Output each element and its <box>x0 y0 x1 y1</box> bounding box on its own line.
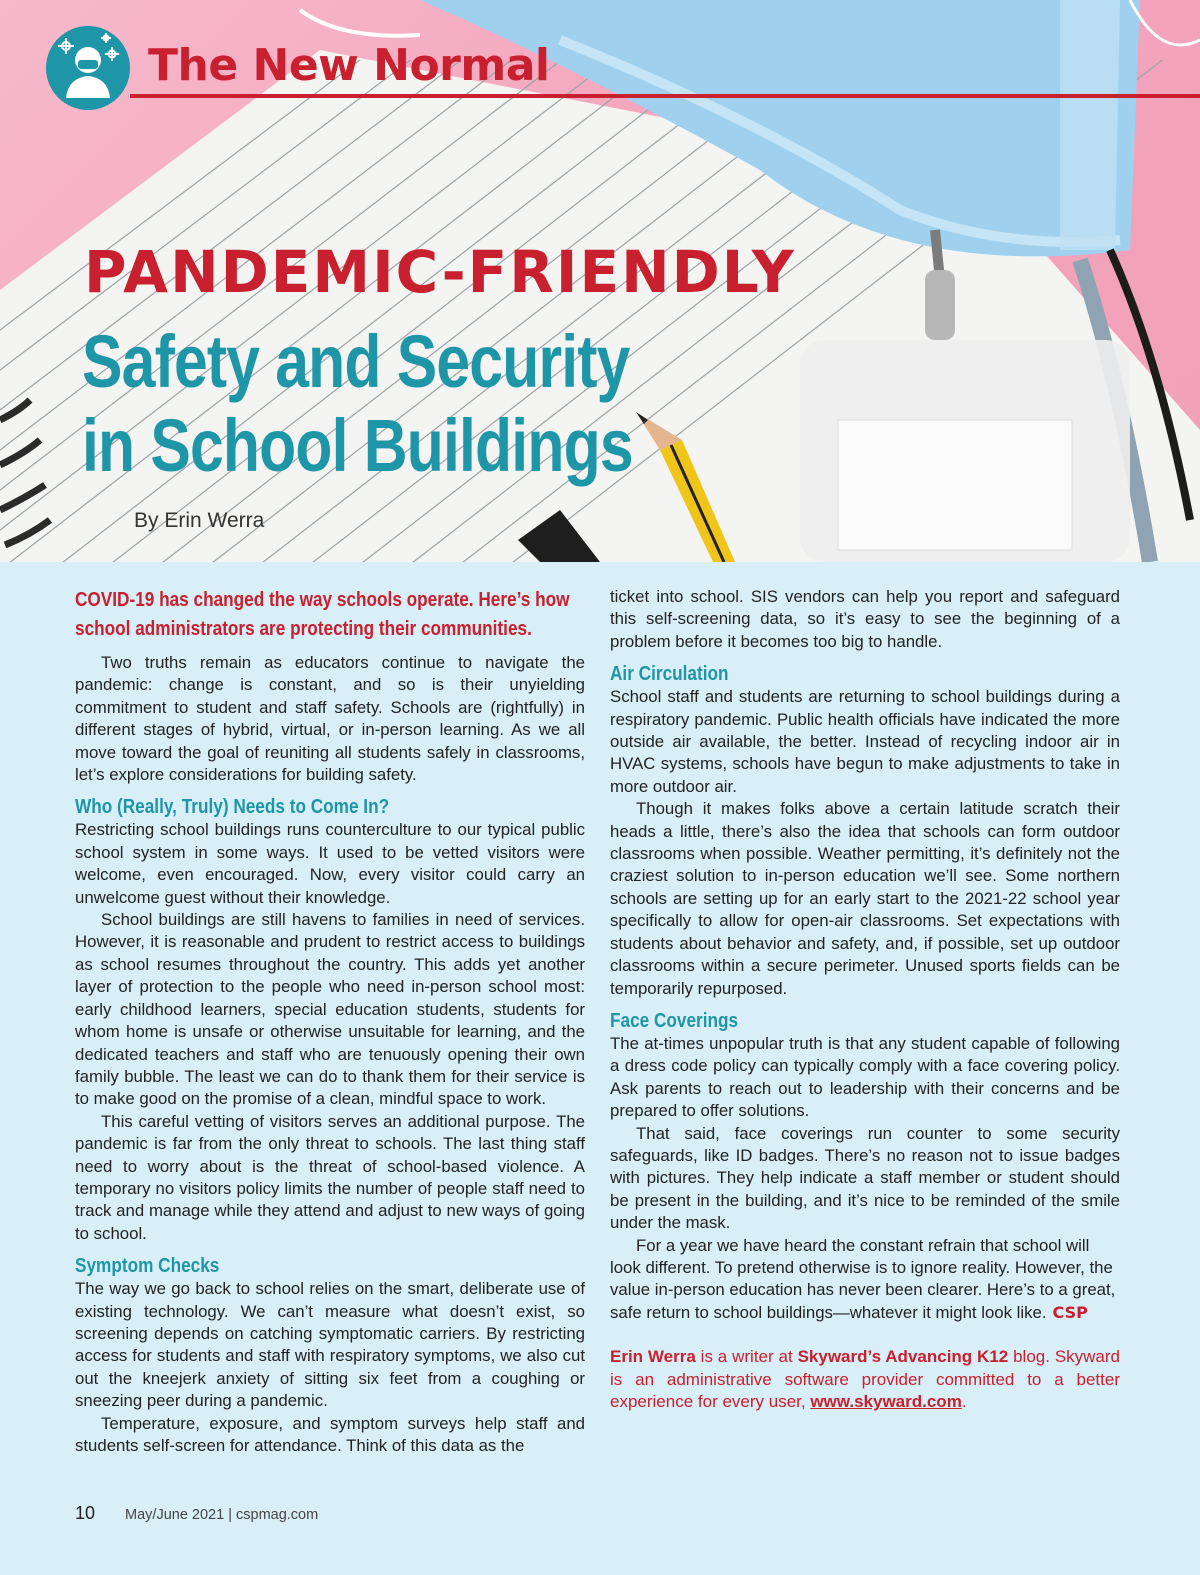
subhead-air-circulation: Air Circulation <box>610 663 729 686</box>
paragraph-final <box>610 1235 1120 1325</box>
article-column-right <box>610 586 1120 1413</box>
paragraph: School buildings are still havens to families in need of services. However, it is reasonable and prudent to restrict access to buildings as school resumes throughout the country. This adds yet another layer of protection to the people who need in-person school most: early childhood learners, special education students, students for whom home is unsafe or otherwise unsuitable for learning, and the dedicated teachers and staff who are tenuously opening their own family bubble. The least we can do to thank them for their service is to make good on the promise of a clean, mindful space to work. <box>75 910 585 1109</box>
headline-kicker: PANDEMIC-FRIENDLY <box>84 238 796 306</box>
author-name: Erin Werra <box>610 1347 696 1367</box>
issue-info: May/June 2021 | cspmag.com <box>125 1507 319 1523</box>
bio-text: . <box>961 1392 967 1411</box>
skyward-link[interactable]: www.skyward.com <box>810 1392 962 1411</box>
subhead-face-coverings: Face Coverings <box>610 1009 739 1032</box>
subhead-who-needs-to-come-in: Who (Really, Truly) Needs to Come In? <box>75 796 390 819</box>
section-rule <box>130 94 1200 98</box>
masked-person-virus-icon <box>46 26 130 110</box>
article-column-left <box>75 586 585 1457</box>
blog-name: Skyward’s Advancing K12 <box>797 1347 1009 1367</box>
intro-deck: COVID-19 has changed the way schools operate. Here’s how school administrators are protecting their communities. <box>75 589 570 640</box>
section-title: The New Normal <box>148 40 550 91</box>
author-bio <box>610 1346 1120 1413</box>
paragraph: That said, face coverings run counter to some security safeguards, like ID badges. There’s no reason not to issue badges with pictures. They help indicate a staff member or student should be present in the building, and it’s nice to be reminded of the smile under the mask. <box>610 1123 1120 1233</box>
headline <box>82 320 633 488</box>
paragraph: Though it makes folks above a certain latitude scratch their heads a little, there’s also the idea that schools can form outdoor classrooms when possible. Weather permitting, it’s definitely not the craziest solution to in-person education we’ll see. Some northern schools are setting up for an early start to the 2021-22 school year specifically to allow for open-air classrooms. Set expectations with students about behavior and safety, and, if possible, set up outdoor classrooms within a secure perimeter. Unused sports fields can be temporarily repurposed. <box>610 799 1120 998</box>
paragraph: Temperature, exposure, and symptom surveys help staff and students self-screen for attendance. Think of this data as the <box>75 1413 585 1455</box>
end-mark: CSP <box>1052 1302 1088 1322</box>
paragraph: Two truths remain as educators continue to navigate the pandemic: change is constant, and so is their unyielding commitment to student and staff safety. Schools are (rightfully) in different stages of hybrid, virtual, or in-person learning. As we all move toward the goal of reuniting all students safely in classrooms, let’s explore considerations for building safety. <box>75 653 585 785</box>
subhead-symptom-checks: Symptom Checks <box>75 1255 220 1278</box>
section-header <box>46 26 1200 110</box>
paragraph: The way we go back to school relies on the smart, deliberate use of existing technology. We can’t measure what doesn’t exist, so screening depends on catching symptomatic carriers. By restricting access for students and staff with respiratory symptoms, we also cut out the kneejerk anxiety of sitting six feet from a coughing or sneezing peer during a pandemic. <box>75 1279 585 1411</box>
paragraph-text: For a year we have heard the constant refrain that school will look different. To pretend otherwise is to ignore reality. However, the value in-person education has never been clearer. Here’s to a great, safe return to school buildings—whatever it might look like. <box>610 1235 1116 1322</box>
bio-text: is a writer at <box>695 1347 798 1367</box>
paragraph: The at-times unpopular truth is that any student capable of following a dress code policy can typically comply with a face covering policy. Ask parents to reach out to leadership with their concerns and be prepared to offer solutions. <box>610 1033 1120 1121</box>
paragraph: This careful vetting of visitors serves an additional purpose. The pandemic is far from the only threat to schools. The last thing staff need to worry about is the threat of school-based violence. A temporary no visitors policy limits the number of people staff need to track and manage while they attend and adjust to new ways of going to school. <box>75 1111 585 1243</box>
headline-line-1: Safety and Security <box>82 320 630 403</box>
hero-image <box>0 0 1200 562</box>
page-number: 10 <box>75 1503 96 1523</box>
headline-line-2: in School Buildings <box>82 404 633 487</box>
paragraph: School staff and students are returning to school buildings during a respiratory pandemic. Public health officials have indicated the more outside air available, the better. Instead of recycling indoor air in HVAC systems, schools have begun to make adjustments to take in more outdoor air. <box>610 687 1120 796</box>
paragraph: ticket into school. SIS vendors can help you report and safeguard this self-screening data, so it’s easy to see the beginning of a problem before it becomes too big to handle. <box>610 587 1120 651</box>
page-footer <box>75 1503 318 1524</box>
byline: By Erin Werra <box>134 509 265 532</box>
paragraph: Restricting school buildings runs counterculture to our typical public school system in some ways. It used to be vetted visitors were welcome, even encouraged. Now, every visitor could carry an unwelcome guest without their knowledge. <box>75 820 585 907</box>
bio-text: blog. Skyward is an administrative software provider committed to a better experience for every user, <box>610 1347 1121 1411</box>
